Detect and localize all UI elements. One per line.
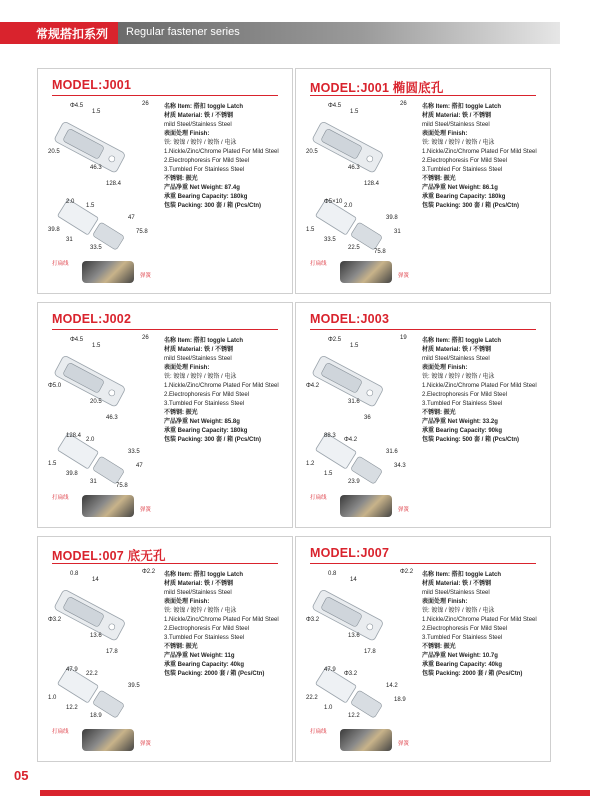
spec-finish-iron: 铁: 镀镍 / 镀锌 / 镀铬 / 电泳 bbox=[164, 374, 237, 380]
dimension-label: 75.8 bbox=[374, 249, 386, 255]
spec-material: 材质 Material: 铁 / 不锈钢 bbox=[164, 113, 234, 119]
header-red-block bbox=[0, 22, 118, 44]
dimension-label: 39.5 bbox=[128, 683, 140, 689]
dimension-label: Φ4.5 bbox=[328, 103, 342, 109]
spec-weight: 产品净重 Net Weight: 10.7g bbox=[422, 653, 498, 659]
dimension-label: 46.3 bbox=[106, 415, 118, 421]
latch-drawing bbox=[304, 567, 422, 735]
dimension-label: 88.3 bbox=[324, 433, 336, 439]
spec-weight: 产品净重 Net Weight: 33.2g bbox=[422, 419, 498, 425]
spec-capacity: 承重 Bearing Capacity: 90kg bbox=[422, 428, 503, 434]
spec-weight: 产品净重 Net Weight: 86.1g bbox=[422, 185, 498, 191]
product-grid bbox=[37, 68, 551, 768]
dimension-label: 34.3 bbox=[394, 463, 406, 469]
title-rule bbox=[310, 329, 536, 330]
spec-finish-2: 2.Electrophoresis For Mild Steel bbox=[422, 158, 508, 164]
dimension-label: Φ2.2 bbox=[400, 569, 414, 575]
spec-finish-iron: 铁: 镀镍 / 镀锌 / 镀铬 / 电泳 bbox=[164, 140, 237, 146]
spec-finish-1: 1.Nickle/Zinc/Chrome Plated For Mild Steel bbox=[164, 383, 279, 389]
dimension-label: 46.3 bbox=[348, 165, 360, 171]
spec-material-en: mild Steel/Stainless Steel bbox=[422, 122, 490, 128]
spec-capacity: 承重 Bearing Capacity: 40kg bbox=[422, 662, 503, 668]
dimension-label: 20.5 bbox=[90, 399, 102, 405]
dimension-label: 1.5 bbox=[92, 109, 101, 115]
spec-packing: 包装 Packing: 500 套 / 箱 (Pcs/Ctn) bbox=[422, 437, 520, 443]
dimension-label: 17.8 bbox=[364, 649, 376, 655]
dimension-label: 26 bbox=[142, 335, 149, 341]
detail-photo-strip bbox=[310, 259, 536, 285]
spring-label: 弹簧 bbox=[398, 741, 410, 747]
dimension-label: 1.5 bbox=[48, 461, 57, 467]
spring-label: 弹簧 bbox=[140, 741, 152, 747]
dimension-label: 18.9 bbox=[90, 713, 102, 719]
dimension-label: 20.5 bbox=[306, 149, 318, 155]
technical-drawing bbox=[46, 333, 164, 501]
dimension-label: 1.5 bbox=[350, 109, 359, 115]
model-title: MODEL:J001 bbox=[52, 78, 132, 92]
spec-finish-3: 3.Tumbled For Stainless Steel bbox=[164, 167, 245, 173]
dimension-label: 14.2 bbox=[386, 683, 398, 689]
dimension-label: Φ2.5 bbox=[328, 337, 342, 343]
spec-capacity: 承重 Bearing Capacity: 180kg bbox=[422, 194, 506, 200]
spring-label: 弹簧 bbox=[398, 507, 410, 513]
dimension-label: 31 bbox=[90, 479, 97, 485]
spec-material-en: mild Steel/Stainless Steel bbox=[164, 590, 232, 596]
product-card bbox=[295, 68, 551, 294]
latch-drawing bbox=[46, 333, 164, 501]
spec-finish-1: 1.Nickle/Zinc/Chrome Plated For Mild Steel bbox=[422, 149, 537, 155]
spec-item: 名称 Item: 搭扣 toggle Latch bbox=[422, 572, 502, 578]
dimension-label: Φ5×10 bbox=[324, 199, 343, 205]
spec-finish-iron: 铁: 镀镍 / 镀锌 / 镀铬 / 电泳 bbox=[164, 608, 237, 614]
footer-bar bbox=[40, 790, 590, 796]
latch-drawing bbox=[304, 99, 422, 267]
spring-detail-photo bbox=[340, 495, 392, 517]
spec-finish-3: 3.Tumbled For Stainless Steel bbox=[422, 635, 503, 641]
spring-detail-photo bbox=[82, 729, 134, 751]
model-title: MODEL:J007 bbox=[310, 546, 390, 560]
latch-drawing bbox=[304, 333, 422, 501]
flat-line-label: 打扁线 bbox=[310, 495, 327, 501]
product-card bbox=[295, 536, 551, 762]
latch-drawing bbox=[46, 99, 164, 267]
spec-list bbox=[422, 337, 550, 445]
title-rule bbox=[310, 563, 536, 564]
dimension-label: 17.8 bbox=[106, 649, 118, 655]
spec-packing: 包装 Packing: 300 套 / 箱 (Pcs/Ctn) bbox=[164, 203, 262, 209]
spec-list bbox=[422, 571, 550, 679]
flat-line-label: 打扁线 bbox=[310, 729, 327, 735]
dimension-label: 13.6 bbox=[348, 633, 360, 639]
spec-item: 名称 Item: 搭扣 toggle Latch bbox=[422, 104, 502, 110]
header-cn-title: 常规搭扣系列 bbox=[36, 27, 109, 41]
page-header bbox=[0, 22, 560, 44]
spec-finish-iron: 铁: 镀镍 / 镀锌 / 镀铬 / 电泳 bbox=[422, 374, 495, 380]
spring-label: 弹簧 bbox=[140, 273, 152, 279]
spec-ss: 不锈钢: 振光 bbox=[422, 644, 456, 650]
product-card bbox=[295, 302, 551, 528]
dimension-label: 1.0 bbox=[48, 695, 57, 701]
title-rule bbox=[310, 95, 536, 96]
header-en-title: Regular fastener series bbox=[126, 26, 240, 38]
product-card bbox=[37, 68, 293, 294]
spec-ss: 不锈钢: 振光 bbox=[164, 176, 198, 182]
dimension-label: 26 bbox=[400, 101, 407, 107]
spec-finish-h: 表面处理 Finish: bbox=[164, 599, 210, 605]
spec-list bbox=[164, 103, 292, 211]
dimension-label: 1.0 bbox=[324, 705, 333, 711]
spec-list bbox=[164, 337, 292, 445]
dimension-label: 75.8 bbox=[136, 229, 148, 235]
spec-capacity: 承重 Bearing Capacity: 180kg bbox=[164, 428, 248, 434]
dimension-label: 14 bbox=[350, 577, 357, 583]
spec-weight: 产品净重 Net Weight: 85.8g bbox=[164, 419, 240, 425]
dimension-label: 1.5 bbox=[306, 227, 315, 233]
spec-packing: 包装 Packing: 2000 套 / 箱 (Pcs/Ctn) bbox=[422, 671, 523, 677]
dimension-label: 18.9 bbox=[394, 697, 406, 703]
spec-finish-3: 3.Tumbled For Stainless Steel bbox=[164, 401, 245, 407]
spec-finish-1: 1.Nickle/Zinc/Chrome Plated For Mild Steel bbox=[164, 149, 279, 155]
spec-ss: 不锈钢: 振光 bbox=[164, 644, 198, 650]
spec-material-en: mild Steel/Stainless Steel bbox=[422, 356, 490, 362]
dimension-label: 23.9 bbox=[348, 479, 360, 485]
spring-detail-photo bbox=[340, 261, 392, 283]
dimension-label: Φ3.2 bbox=[306, 617, 320, 623]
dimension-label: 128.4 bbox=[106, 181, 122, 187]
header-gray-block bbox=[118, 22, 560, 44]
page-number: 05 bbox=[14, 768, 29, 783]
dimension-label: 14 bbox=[92, 577, 99, 583]
model-title: MODEL:J001 椭圆底孔 bbox=[310, 81, 444, 95]
spec-finish-3: 3.Tumbled For Stainless Steel bbox=[422, 401, 503, 407]
dimension-label: 13.6 bbox=[90, 633, 102, 639]
latch-drawing bbox=[46, 567, 164, 735]
dimension-label: 128.4 bbox=[66, 433, 82, 439]
spec-weight: 产品净重 Net Weight: 11g bbox=[164, 653, 235, 659]
spec-finish-h: 表面处理 Finish: bbox=[422, 131, 468, 137]
dimension-label: 31 bbox=[394, 229, 401, 235]
technical-drawing bbox=[304, 333, 422, 501]
detail-photo-strip bbox=[52, 493, 278, 519]
flat-line-label: 打扁线 bbox=[52, 729, 69, 735]
spec-finish-1: 1.Nickle/Zinc/Chrome Plated For Mild Steel bbox=[164, 617, 279, 623]
title-rule bbox=[52, 563, 278, 564]
detail-photo-strip bbox=[310, 493, 536, 519]
spec-finish-2: 2.Electrophoresis For Mild Steel bbox=[164, 626, 250, 632]
dimension-label: 1.5 bbox=[92, 343, 101, 349]
spec-material: 材质 Material: 铁 / 不锈钢 bbox=[164, 347, 234, 353]
dimension-label: 22.2 bbox=[306, 695, 318, 701]
spec-material: 材质 Material: 铁 / 不锈钢 bbox=[422, 347, 492, 353]
dimension-label: 128.4 bbox=[364, 181, 380, 187]
dimension-label: 1.5 bbox=[86, 203, 95, 209]
spec-item: 名称 Item: 搭扣 toggle Latch bbox=[422, 338, 502, 344]
detail-photo-strip bbox=[52, 259, 278, 285]
dimension-label: 47 bbox=[128, 215, 135, 221]
spec-ss: 不锈钢: 振光 bbox=[422, 410, 456, 416]
dimension-label: 31.6 bbox=[386, 449, 398, 455]
dimension-label: Φ4.5 bbox=[70, 337, 84, 343]
product-card bbox=[37, 302, 293, 528]
dimension-label: 1.5 bbox=[350, 343, 359, 349]
spec-finish-2: 2.Electrophoresis For Mild Steel bbox=[422, 392, 508, 398]
spec-finish-h: 表面处理 Finish: bbox=[422, 365, 468, 371]
dimension-label: 2.0 bbox=[86, 437, 95, 443]
title-rule bbox=[52, 329, 278, 330]
spec-finish-h: 表面处理 Finish: bbox=[422, 599, 468, 605]
spec-finish-2: 2.Electrophoresis For Mild Steel bbox=[164, 392, 250, 398]
dimension-label: 1.2 bbox=[306, 461, 315, 467]
spec-weight: 产品净重 Net Weight: 87.4g bbox=[164, 185, 240, 191]
dimension-label: 33.5 bbox=[90, 245, 102, 251]
dimension-label: Φ2.2 bbox=[142, 569, 156, 575]
spec-material: 材质 Material: 铁 / 不锈钢 bbox=[422, 113, 492, 119]
dimension-label: 12.2 bbox=[66, 705, 78, 711]
dimension-label: 19 bbox=[400, 335, 407, 341]
spec-finish-h: 表面处理 Finish: bbox=[164, 131, 210, 137]
technical-drawing bbox=[304, 99, 422, 267]
spec-material-en: mild Steel/Stainless Steel bbox=[422, 590, 490, 596]
dimension-label: 33.5 bbox=[128, 449, 140, 455]
dimension-label: Φ3.2 bbox=[344, 671, 358, 677]
spec-material: 材质 Material: 铁 / 不锈钢 bbox=[422, 581, 492, 587]
dimension-label: 0.8 bbox=[328, 571, 337, 577]
dimension-label: 12.2 bbox=[348, 713, 360, 719]
technical-drawing bbox=[46, 567, 164, 735]
spec-capacity: 承重 Bearing Capacity: 180kg bbox=[164, 194, 248, 200]
dimension-label: 1.5 bbox=[324, 471, 333, 477]
spec-material-en: mild Steel/Stainless Steel bbox=[164, 356, 232, 362]
spec-material-en: mild Steel/Stainless Steel bbox=[164, 122, 232, 128]
spec-item: 名称 Item: 搭扣 toggle Latch bbox=[164, 338, 244, 344]
spec-finish-h: 表面处理 Finish: bbox=[164, 365, 210, 371]
dimension-label: 2.0 bbox=[66, 199, 75, 205]
spec-finish-1: 1.Nickle/Zinc/Chrome Plated For Mild Steel bbox=[422, 383, 537, 389]
dimension-label: 22.2 bbox=[86, 671, 98, 677]
spec-finish-2: 2.Electrophoresis For Mild Steel bbox=[422, 626, 508, 632]
spec-packing: 包装 Packing: 300 套 / 箱 (Pcs/Ctn) bbox=[164, 437, 262, 443]
spec-ss: 不锈钢: 振光 bbox=[164, 410, 198, 416]
spec-item: 名称 Item: 搭扣 toggle Latch bbox=[164, 104, 244, 110]
dimension-label: 33.5 bbox=[324, 237, 336, 243]
technical-drawing bbox=[46, 99, 164, 267]
product-card bbox=[37, 536, 293, 762]
dimension-label: 47.9 bbox=[324, 667, 336, 673]
dimension-label: 39.8 bbox=[66, 471, 78, 477]
dimension-label: 2.0 bbox=[344, 203, 353, 209]
spec-finish-iron: 铁: 镀镍 / 镀锌 / 镀铬 / 电泳 bbox=[422, 140, 495, 146]
dimension-label: Φ4.5 bbox=[70, 103, 84, 109]
spec-finish-3: 3.Tumbled For Stainless Steel bbox=[164, 635, 245, 641]
dimension-label: 47.9 bbox=[66, 667, 78, 673]
spring-detail-photo bbox=[82, 495, 134, 517]
model-title: MODEL:J003 bbox=[310, 312, 390, 326]
spec-packing: 包装 Packing: 300 套 / 箱 (Pcs/Ctn) bbox=[422, 203, 520, 209]
spec-list bbox=[422, 103, 550, 211]
spec-finish-1: 1.Nickle/Zinc/Chrome Plated For Mild Steel bbox=[422, 617, 537, 623]
spring-detail-photo bbox=[340, 729, 392, 751]
dimension-label: 75.8 bbox=[116, 483, 128, 489]
model-title: MODEL:J002 bbox=[52, 312, 132, 326]
technical-drawing bbox=[304, 567, 422, 735]
spec-material: 材质 Material: 铁 / 不锈钢 bbox=[164, 581, 234, 587]
spec-packing: 包装 Packing: 2000 套 / 箱 (Pcs/Ctn) bbox=[164, 671, 265, 677]
dimension-label: 46.3 bbox=[90, 165, 102, 171]
flat-line-label: 打扁线 bbox=[310, 261, 327, 267]
dimension-label: 0.8 bbox=[70, 571, 79, 577]
model-title: MODEL:007 底无孔 bbox=[52, 549, 166, 563]
spec-finish-2: 2.Electrophoresis For Mild Steel bbox=[164, 158, 250, 164]
flat-line-label: 打扁线 bbox=[52, 261, 69, 267]
spec-finish-iron: 铁: 镀镍 / 镀锌 / 镀铬 / 电泳 bbox=[422, 608, 495, 614]
dimension-label: 39.8 bbox=[48, 227, 60, 233]
dimension-label: 39.8 bbox=[386, 215, 398, 221]
spring-label: 弹簧 bbox=[398, 273, 410, 279]
title-rule bbox=[52, 95, 278, 96]
flat-line-label: 打扁线 bbox=[52, 495, 69, 501]
spec-finish-3: 3.Tumbled For Stainless Steel bbox=[422, 167, 503, 173]
spring-detail-photo bbox=[82, 261, 134, 283]
dimension-label: Φ4.2 bbox=[344, 437, 358, 443]
spring-label: 弹簧 bbox=[140, 507, 152, 513]
dimension-label: 20.5 bbox=[48, 149, 60, 155]
dimension-label: 22.5 bbox=[348, 245, 360, 251]
dimension-label: Φ5.0 bbox=[48, 383, 62, 389]
dimension-label: Φ3.2 bbox=[48, 617, 62, 623]
dimension-label: Φ4.2 bbox=[306, 383, 320, 389]
detail-photo-strip bbox=[52, 727, 278, 753]
spec-item: 名称 Item: 搭扣 toggle Latch bbox=[164, 572, 244, 578]
spec-list bbox=[164, 571, 292, 679]
spec-capacity: 承重 Bearing Capacity: 40kg bbox=[164, 662, 245, 668]
detail-photo-strip bbox=[310, 727, 536, 753]
dimension-label: 26 bbox=[142, 101, 149, 107]
dimension-label: 36 bbox=[364, 415, 371, 421]
dimension-label: 47 bbox=[136, 463, 143, 469]
dimension-label: 31 bbox=[66, 237, 73, 243]
spec-ss: 不锈钢: 振光 bbox=[422, 176, 456, 182]
dimension-label: 31.6 bbox=[348, 399, 360, 405]
